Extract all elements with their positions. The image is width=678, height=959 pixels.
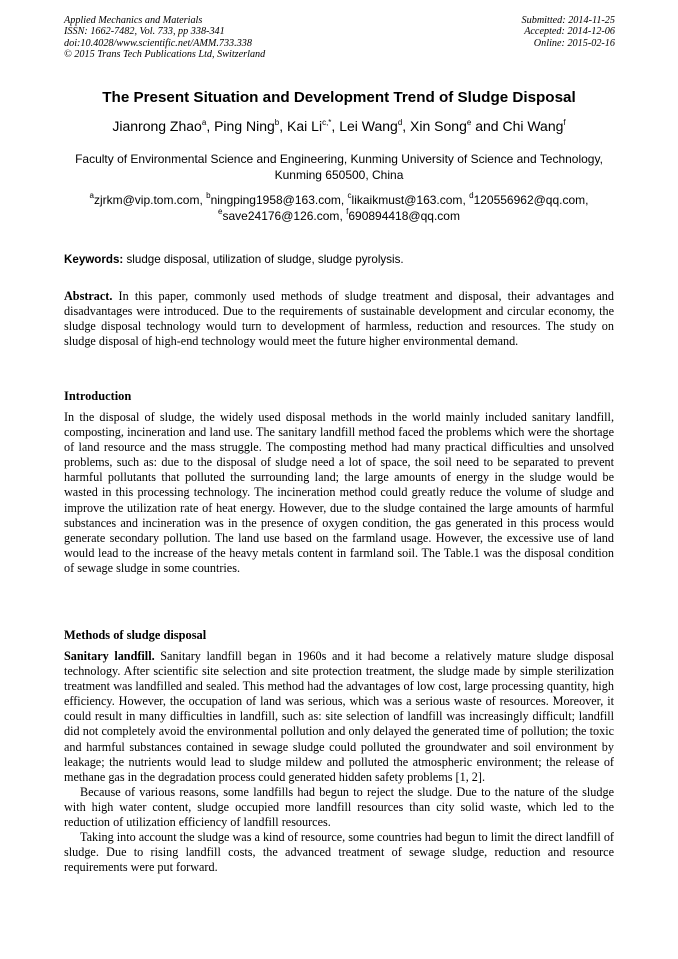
abstract <box>64 289 614 349</box>
abstract-label: Abstract. <box>64 289 113 303</box>
keywords-label: Keywords: <box>64 253 124 266</box>
submitted-date: Submitted: 2014-11-25 <box>521 15 615 26</box>
email-mark: d <box>469 191 474 200</box>
email-mark: e <box>218 206 223 216</box>
methods-heading: Methods of sludge disposal <box>64 628 207 642</box>
journal-info <box>64 15 265 61</box>
author-affiliation-mark: d <box>397 118 403 127</box>
email-separator: , <box>339 208 347 223</box>
date-info <box>522 15 615 49</box>
author-separator: and <box>471 118 503 134</box>
journal-name: Applied Mechanics and Materials <box>64 15 203 26</box>
email-address[interactable]: 120556962@qq.com <box>473 193 586 207</box>
copyright: © 2015 Trans Tech Publications Ltd, Switzerland <box>64 49 266 61</box>
email-mark: f <box>346 206 349 216</box>
online-date: Online: 2015-02-16 <box>533 37 615 49</box>
affiliation: Faculty of Environmental Science and Engineering, Kunming University of Science and Technology, Kunming 650500, China <box>75 152 603 182</box>
email-mark: a <box>89 191 94 200</box>
email-separator: , <box>462 193 470 207</box>
email-list <box>58 193 620 224</box>
author-separator: , <box>279 118 288 134</box>
author-name: Ping Ning <box>214 118 275 134</box>
abstract-text: In this paper, commonly used methods of sludge treatment and disposal, their advantages and disadvantages were introduced. Due to the requirements of sustainable development and circular economy, the sludge disposal technology would turn to development of harmless, reduction and resources. The study on sludge disposal of high-end technology would meet the future higher environmental demand. <box>64 289 614 349</box>
email-address[interactable]: 690894418@qq.com <box>348 208 460 223</box>
methods-body <box>64 649 614 875</box>
accepted-date: Accepted: 2014-12-06 <box>524 26 615 38</box>
author-affiliation-mark: b <box>274 118 280 127</box>
email-separator: , <box>199 193 207 207</box>
author-separator: , <box>331 118 340 134</box>
introduction-heading: Introduction <box>64 389 132 403</box>
methods-paragraph-3: Taking into account the sludge was a kind of resource, some countries had begun to limit the direct landfill of sludge. Due to rising landfill costs, the advanced treatment of sewage sludge, reduction and resource requirements were put forward. <box>64 830 614 875</box>
introduction-paragraph: In the disposal of sludge, the widely used disposal methods in the world mainly included sanitary landfill, composting, incineration and land use. The sanitary landfill method faced the problems which were the shortage of land resource and the mass struggle. The composting method had many practical difficulties and unsolved problems, such as: due to the disposal of sludge need a lot of space, the soil need to be separated to prevent harmful pollutants that polluted the surrounding land; the large amounts of energy in the sludge would be wasted in this processing technology. The incineration method could greatly reduce the volume of sludge and improve the utilization rate of heat energy. However, due to the sludge contained the large amounts of harmful substances and incineration was in the presence of oxygen condition, the gas generated in this process would generate secondary pollution. The land use based on the farmland usage. However, the excessive use of land would lead to the increase of the heavy metals content in farmland soil. The Table.1 was the disposal condition of sewage sludge in some countries. <box>64 410 614 575</box>
author-separator: , <box>402 118 411 134</box>
email-line <box>58 206 620 225</box>
author-affiliation-mark: a <box>201 118 207 127</box>
sanitary-landfill-label: Sanitary landfill. <box>64 649 155 663</box>
keywords <box>64 253 616 266</box>
email-mark: c <box>347 191 352 200</box>
email-separator: , <box>340 193 348 207</box>
email-address[interactable]: save24176@126.com <box>222 208 340 223</box>
email-separator: , <box>585 193 589 207</box>
author-separator: , <box>206 118 215 134</box>
email-address[interactable]: ningping1958@163.com <box>210 193 341 207</box>
author-affiliation-mark: f <box>563 118 566 127</box>
author-name: Kai Li <box>287 118 323 134</box>
doi[interactable]: doi:10.4028/www.scientific.net/AMM.733.338 <box>64 37 252 49</box>
author-name: Chi Wang <box>502 118 564 134</box>
methods-paragraph-2: Because of various reasons, some landfills had begun to reject the sludge. Due to the nature of the sludge with high water content, sludge occupied more landfill resources than city solid waste, which led to the reduction of utilization efficiency of landfill resources. <box>64 784 614 830</box>
email-mark: b <box>206 191 211 200</box>
author-list <box>30 118 648 134</box>
email-line <box>58 193 620 209</box>
author-affiliation-mark: c,* <box>322 118 332 127</box>
introduction-body <box>64 410 614 576</box>
paper-title: The Present Situation and Development Trend of Sludge Disposal <box>102 89 576 106</box>
email-address[interactable]: likaikmust@163.com <box>351 193 463 207</box>
author-affiliation-mark: e <box>466 118 472 127</box>
sanitary-landfill-text: Sanitary landfill began in 1960s and it had become a relatively mature sludge disposal technology. After scientific site selection and site protection treatment, the sludge made by simple sterilization treatment was landfilled and sealed. This method had the advantages of low cost, large processing quantity, high efficiency. However, the occupation of land was serious, which was a serious waste of resources. Moreover, it could result in many difficulties in landfill, such as: site selection of landfill was increasingly difficult; landfill did not completely avoid the environmental pollution and only delayed the generated time of pollution; the toxic and harmful substances contained in sewage sludge could polluted the groundwater and soil environment by leakage; the nutrients would lead to sludge mildew and polluted the atmospheric environment; the release of methane gas in the degradation process could generated hidden safety problems [1, 2]. <box>64 649 614 784</box>
sanitary-landfill-paragraph <box>64 649 614 785</box>
author-name: Lei Wang <box>339 118 398 134</box>
author-name: Jianrong Zhao <box>112 118 202 134</box>
email-address[interactable]: zjrkm@vip.tom.com <box>93 193 200 207</box>
keywords-text: sludge disposal, utilization of sludge, sludge pyrolysis. <box>123 253 404 266</box>
author-name: Xin Song <box>410 118 467 134</box>
issn: ISSN: 1662-7482, Vol. 733, pp 338-341 <box>64 26 225 38</box>
